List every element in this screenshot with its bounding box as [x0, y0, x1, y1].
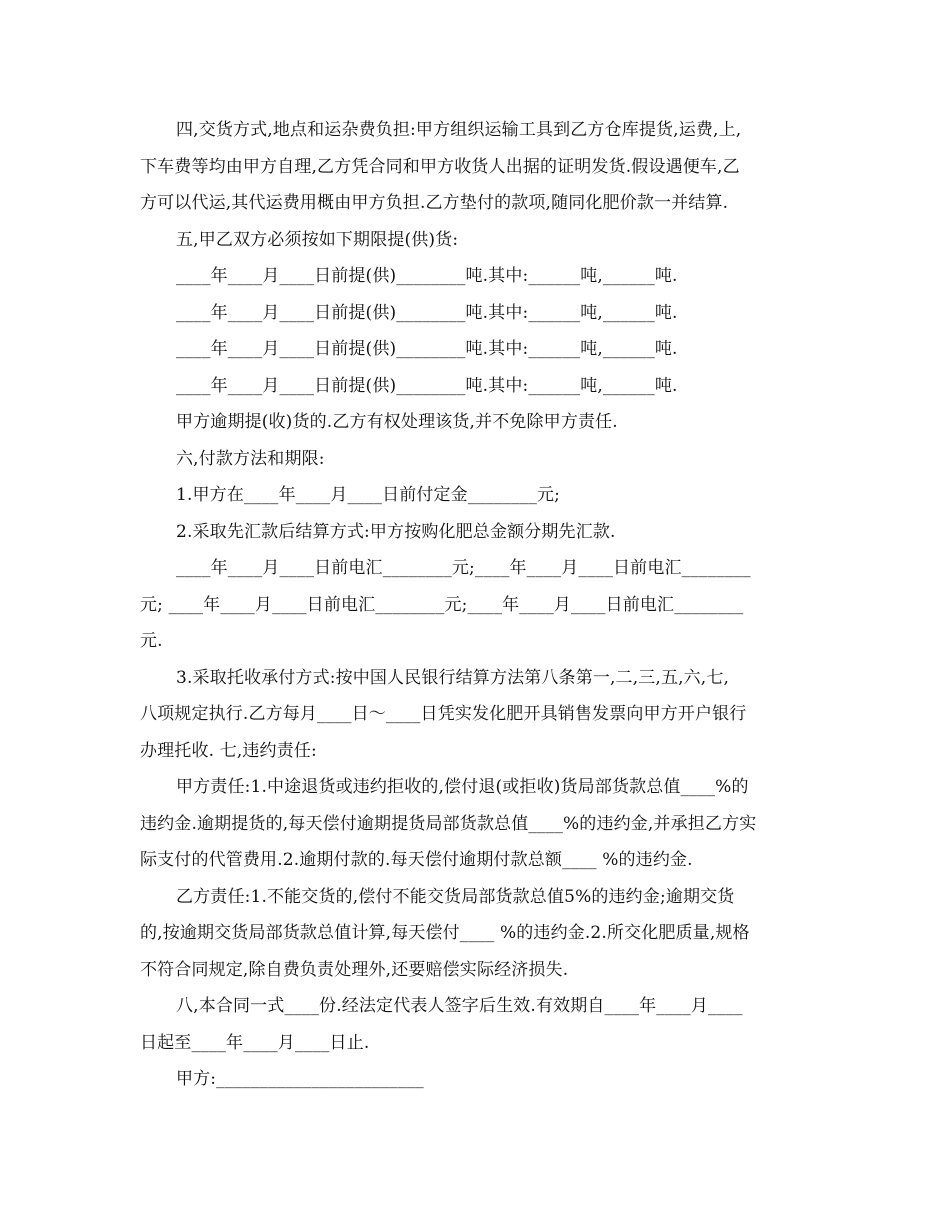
text-line: 八项规定执行.乙方每月____日～____日凭实发化肥开具销售发票向甲方开户银行: [140, 704, 747, 724]
text-line: 违约金.逾期提货的,每天偿付逾期提货局部货款总值____%的违约金,并承担乙方实: [140, 813, 757, 834]
text-line: 办理托收. 七,违约责任:: [140, 740, 317, 761]
text-line: 六,付款方法和期限:: [176, 448, 325, 469]
text-line: ____年____月____日前提(供)________吨.其中:______吨,______吨.: [176, 302, 678, 323]
text-line: 日起至____年____月____日止.: [140, 1032, 370, 1053]
text-line: ____年____月____日前提(供)________吨.其中:______吨,______吨.: [176, 266, 678, 286]
text-line: 甲方逾期提(收)货的.乙方有权处理该货,并不免除甲方责任.: [176, 412, 618, 432]
text-line: 的,按逾期交货局部货款总值计算,每天偿付____ %的违约金.2.所交化肥质量,规格: [140, 923, 750, 943]
text-line: 元; ____年____月____日前电汇________元;____年____月____日前电汇________: [140, 594, 744, 615]
text-line: 甲方责任:1.中途退货或违约拒收的,偿付退(或拒收)货局部货款总值____%的: [176, 777, 749, 797]
document-body: [140, 112, 820, 1098]
text-line: ____年____月____日前提(供)________吨.其中:______吨,______吨.: [176, 375, 678, 396]
text-line: 1.甲方在____年____月____日前付定金________元;: [176, 485, 561, 505]
text-line: ____年____月____日前提(供)________吨.其中:______吨,______吨.: [176, 339, 678, 359]
text-line: 甲方:________________________: [176, 1069, 424, 1089]
text-line: 五,甲乙双方必须按如下期限提(供)货:: [176, 229, 459, 250]
text-line: 际支付的代管费用.2.逾期付款的.每天偿付逾期付款总额____ %的违约金.: [140, 850, 693, 870]
text-line: ____年____月____日前电汇________元;____年____月____日前电汇________: [176, 558, 751, 578]
text-line: 元.: [140, 631, 163, 651]
text-line: 2.采取先汇款后结算方式:甲方按购化肥总金额分期先汇款.: [176, 521, 616, 542]
text-line: 下车费等均由甲方自理,乙方凭合同和甲方收货人出据的证明发货.假设遇便车,乙: [140, 156, 740, 177]
text-line: 3.采取托收承付方式:按中国人民银行结算方法第八条第一,二,三,五,六,七,: [176, 667, 730, 688]
text-line: 乙方责任:1.不能交货的,偿付不能交货局部货款总值5%的违约金;逾期交货: [176, 886, 735, 907]
text-line: 不符合同规定,除自费负责处理外,还要赔偿实际经济损失.: [140, 959, 569, 980]
text-line: 方可以代运,其代运费用概由甲方负担.乙方垫付的款项,随同化肥价款一并结算.: [140, 193, 729, 213]
text-line: 八,本合同一式____份.经法定代表人签字后生效.有效期自____年____月____: [176, 996, 743, 1016]
text-line: 四,交货方式,地点和运杂费负担:甲方组织运输工具到乙方仓库提货,运费,上,: [176, 120, 742, 140]
